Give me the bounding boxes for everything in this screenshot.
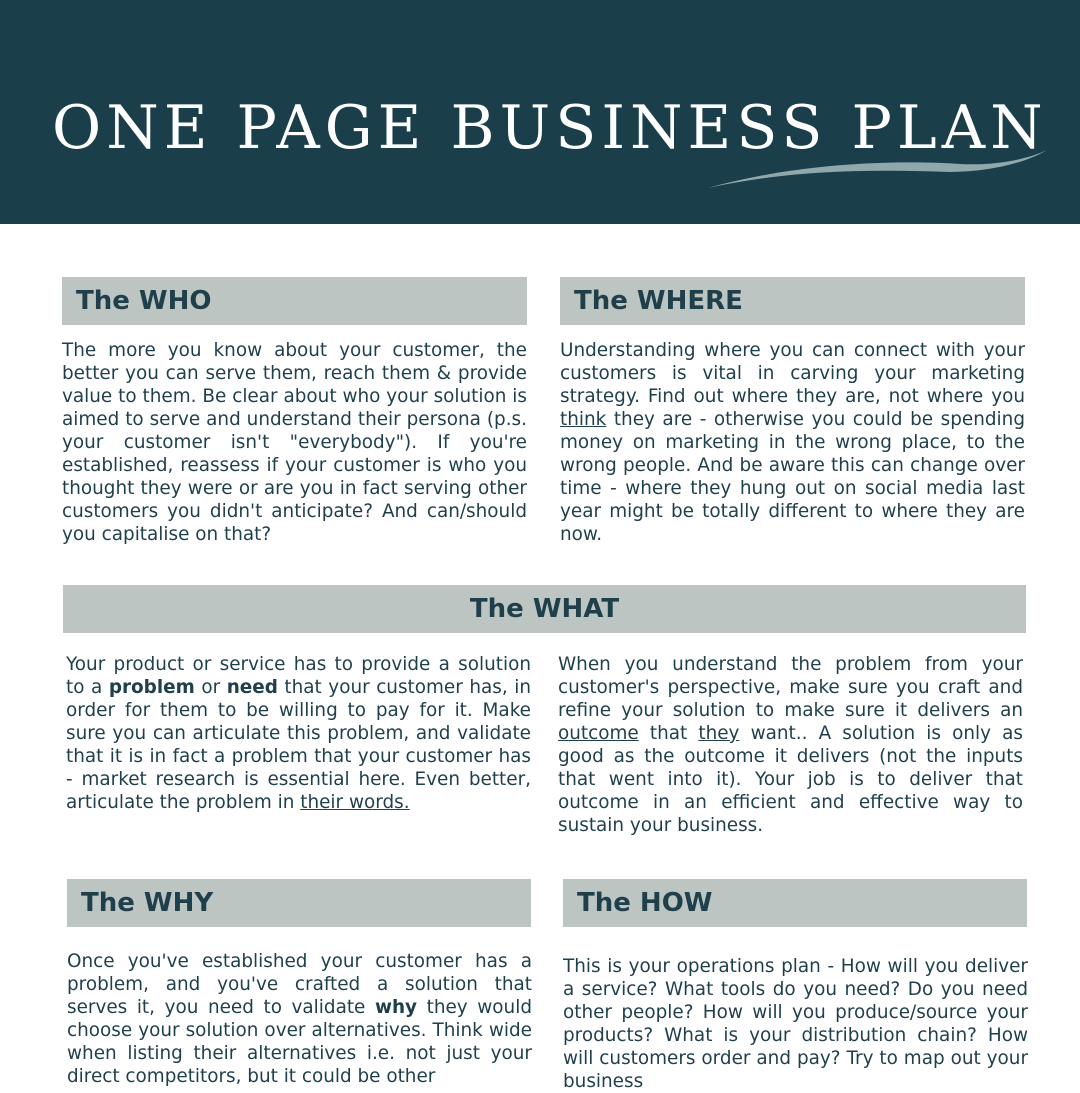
what-right-part-3: want.. A solution is only as good as the outcome it delivers (not the inputs that went into it). Your job is to deliver that outcome in an efficient and effective way to sustain your business. [558, 723, 1024, 836]
section-header-where [560, 277, 1025, 325]
what-bold-need: need [226, 677, 278, 698]
section-title-where: The WHERE [574, 286, 743, 316]
section-text-what-left [66, 653, 531, 814]
what-underlined-outcome: outcome [558, 723, 639, 744]
where-underlined-think: think [560, 409, 607, 430]
why-bold-why: why [374, 997, 418, 1018]
what-bold-problem: problem [108, 677, 195, 698]
section-title-how: The HOW [577, 888, 713, 918]
what-left-part-3: that your customer has, in order for them to be willing to pay for it. Make sure you can articulate this problem, and validate that it is in fact a problem that your customer has - market research is essential here. Even better, articulate the problem in [66, 677, 531, 813]
what-right-part-2: that [638, 723, 699, 744]
section-text-why [67, 950, 532, 1088]
section-title-what: The WHAT [469, 594, 620, 624]
section-header-how [563, 879, 1027, 927]
section-header-what [63, 585, 1026, 633]
section-text-what-right [558, 653, 1023, 837]
what-underlined-they: they [698, 723, 740, 744]
page-title: ONE PAGE BUSINESS PLAN [52, 93, 1048, 163]
section-header-who [62, 277, 527, 325]
section-text-how: This is your operations plan - How will you deliver a service? What tools do you need? Do you need other people? How will you produce/source your products? What is your distribution chain? How will customers order and pay? Try to map out your business [563, 956, 1028, 1092]
what-underlined-their-words: their words. [300, 792, 410, 813]
section-text-who: The more you know about your customer, the better you can serve them, reach them & provide value to them. Be clear about who your solution is aimed to serve and understand their persona (p.s. your customer isn't "everybody"). If you're established, reassess if your customer is who you thought they were or are you in fact serving other customers you didn't anticipate? And can/should you capitalise on that? [62, 340, 527, 545]
section-title-why: The WHY [81, 888, 214, 918]
section-header-why [67, 879, 531, 927]
section-title-who: The WHO [76, 286, 212, 316]
why-text-part-1: Once you've established your customer has a problem, and you've crafted a solution that serves it, you need to validate [67, 951, 532, 1018]
where-text-part-1: Understanding where you can connect with your customers is vital in carving your marketing strategy. Find out where they are, not where you [560, 340, 1025, 407]
section-text-where [560, 339, 1025, 546]
what-left-part-2: or [194, 677, 227, 698]
what-right-part-1: When you understand the problem from your customer's perspective, make sure you craft and refine your solution to make sure it delivers an [558, 654, 1023, 721]
swoosh-decoration [0, 0, 1080, 224]
where-text-part-2: they are - otherwise you could be spending money on marketing in the wrong place, to the wrong people. And be aware this can change over time - where they hung out on social media last year might be totally different to where they are now. [560, 409, 1025, 545]
title-banner [0, 0, 1080, 224]
what-left-part-1: Your product or service has to provide a solution to a [66, 654, 531, 698]
why-text-part-2: they would choose your solution over alternatives. Think wide when listing their alternatives i.e. not just your direct competitors, but it could be other [67, 997, 532, 1087]
